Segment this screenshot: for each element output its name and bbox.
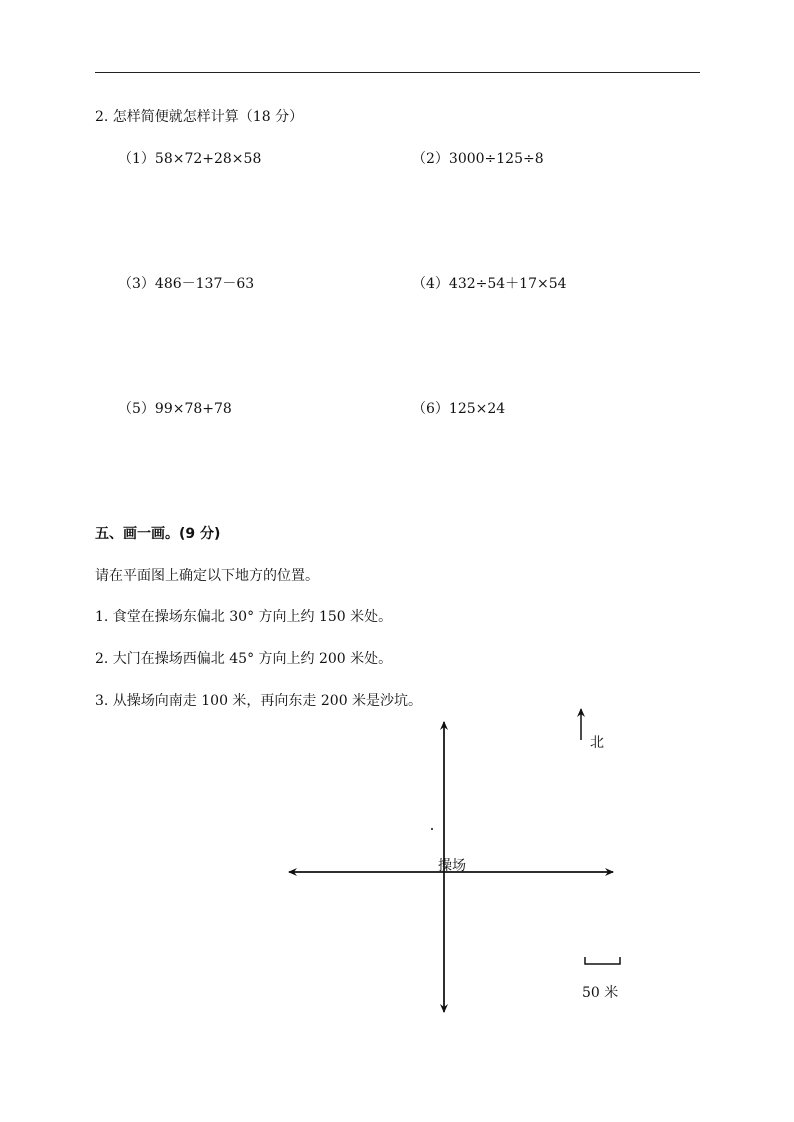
section-5-heading: 五、画一画。(9 分) — [95, 526, 221, 542]
stray-dot — [431, 828, 433, 830]
problem-3: （3）486－137－63 — [118, 276, 255, 292]
section-5-intro: 请在平面图上确定以下地方的位置。 — [95, 568, 319, 584]
task-item-3: 3. 从操场向南走 100 米，再向东走 200 米是沙坑。 — [95, 693, 423, 709]
north-label: 北 — [590, 735, 604, 751]
task-item-1: 1. 食堂在操场东偏北 30° 方向上约 150 米处。 — [95, 609, 393, 625]
problem-4: （4）432÷54＋17×54 — [412, 276, 567, 292]
task-item-2: 2. 大门在操场西偏北 45° 方向上约 200 米处。 — [95, 651, 393, 667]
problem-2: （2）3000÷125÷8 — [412, 151, 544, 167]
center-label: 操场 — [438, 858, 466, 874]
header-rule — [95, 72, 700, 73]
problem-6: （6）125×24 — [412, 401, 506, 417]
scale-bar — [585, 957, 620, 964]
scale-label: 50 米 — [582, 985, 619, 1001]
section-2-heading: 2. 怎样简便就怎样计算（18 分） — [95, 109, 304, 125]
problem-1: （1）58×72+28×58 — [118, 151, 262, 167]
problem-5: （5）99×78+78 — [118, 401, 232, 417]
